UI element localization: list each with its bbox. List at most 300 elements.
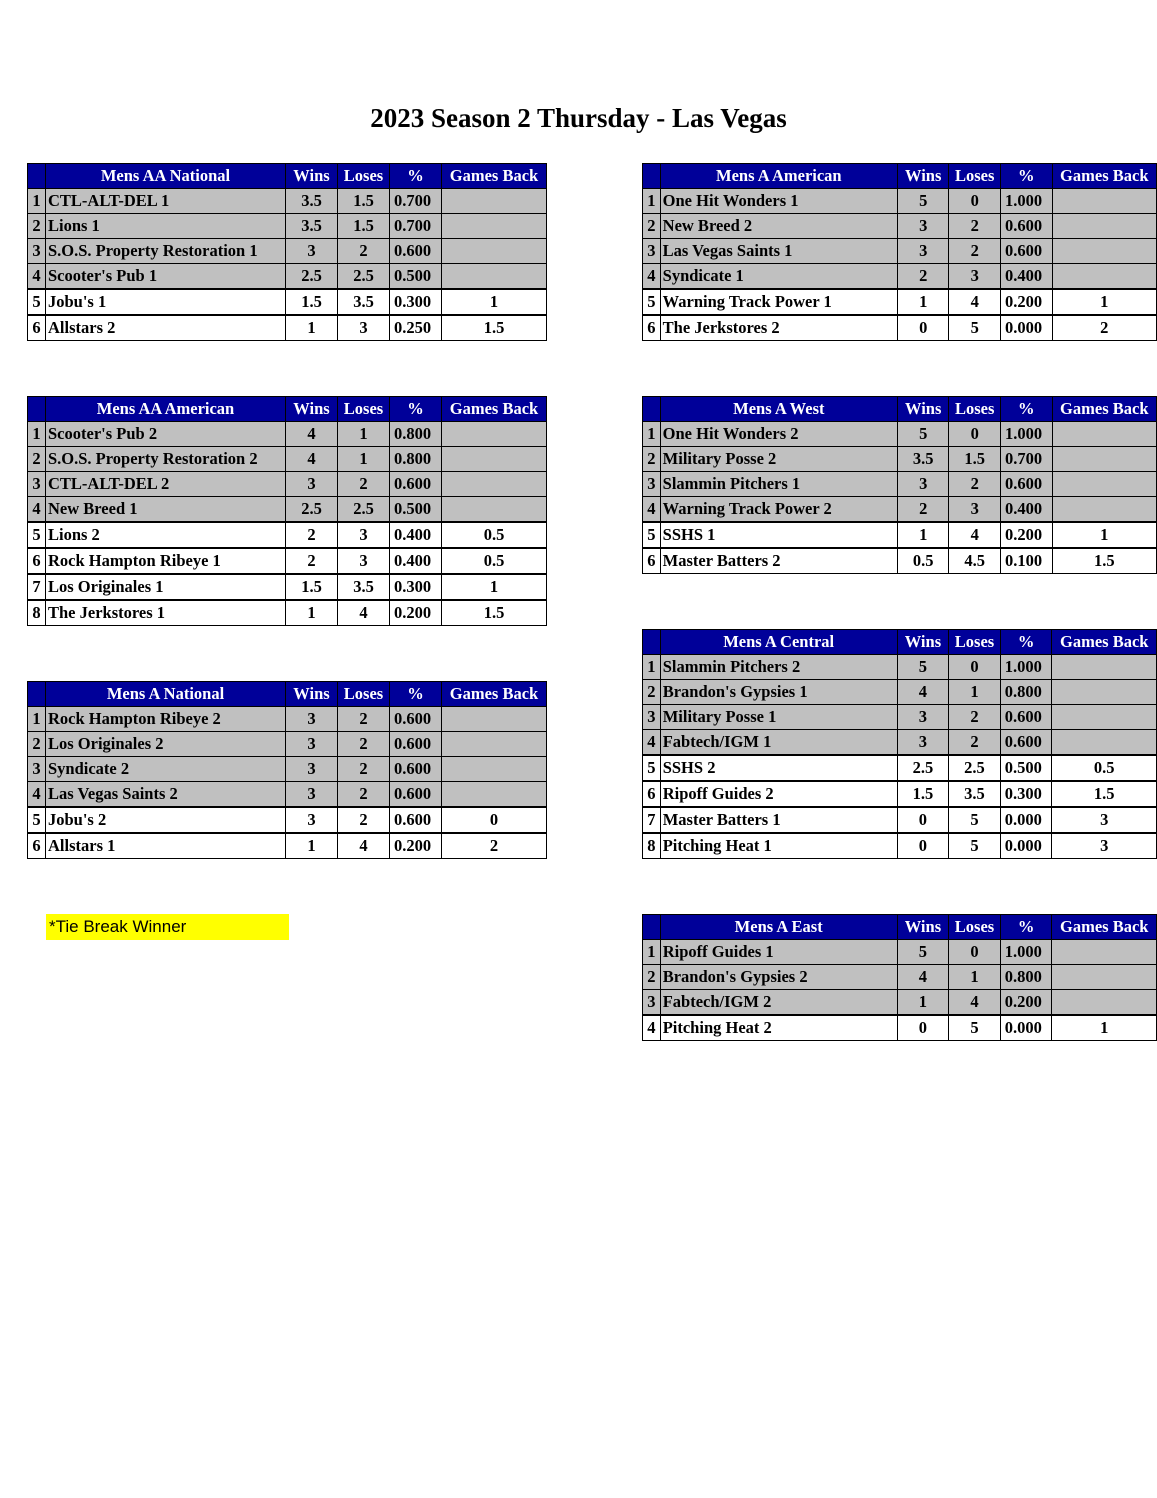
wins-cell: 4 xyxy=(897,965,949,990)
wins-cell: 3 xyxy=(897,705,949,730)
rank-cell: 5 xyxy=(28,289,46,315)
pct-header: % xyxy=(390,164,442,189)
table-row xyxy=(643,990,1157,1016)
pct-cell: 0.600 xyxy=(390,732,442,757)
division-table-mens-aa-american xyxy=(27,396,547,626)
team-name-cell: Pitching Heat 2 xyxy=(660,1015,897,1041)
games-back-cell: 1 xyxy=(1052,1015,1157,1041)
team-name-cell: Jobu's 2 xyxy=(46,807,286,833)
pct-header: % xyxy=(390,682,442,707)
wins-cell: 3 xyxy=(286,732,338,757)
table-row xyxy=(28,732,547,757)
rank-cell: 4 xyxy=(28,497,46,523)
wins-cell: 2 xyxy=(286,548,338,574)
wins-cell: 5 xyxy=(898,422,949,447)
table-row xyxy=(28,239,547,264)
loses-cell: 2 xyxy=(949,730,1001,756)
pct-cell: 0.000 xyxy=(1000,315,1052,341)
table-row xyxy=(28,548,547,574)
games-back-cell: 2 xyxy=(442,833,547,859)
team-name-cell: Warning Track Power 2 xyxy=(660,497,897,523)
team-name-cell: Jobu's 1 xyxy=(46,289,286,315)
pct-cell: 1.000 xyxy=(1000,422,1052,447)
rank-header xyxy=(643,397,661,422)
pct-cell: 0.200 xyxy=(390,600,442,626)
rank-cell: 5 xyxy=(643,522,661,548)
rank-cell: 5 xyxy=(643,289,661,315)
table-row xyxy=(28,600,547,626)
wins-cell: 0 xyxy=(897,833,949,859)
team-name-cell: Ripoff Guides 2 xyxy=(660,781,897,807)
team-name-cell: Scooter's Pub 1 xyxy=(46,264,286,290)
games-back-cell xyxy=(1052,472,1156,497)
loses-cell: 3.5 xyxy=(949,781,1001,807)
wins-cell: 1 xyxy=(898,522,949,548)
pct-cell: 0.700 xyxy=(390,189,442,214)
rank-cell: 2 xyxy=(28,214,46,239)
rank-header xyxy=(643,630,661,655)
games-back-cell: 1 xyxy=(442,574,547,600)
games-back-cell xyxy=(442,447,547,472)
rank-cell: 2 xyxy=(28,732,46,757)
wins-cell: 3 xyxy=(897,730,949,756)
rank-cell: 1 xyxy=(643,940,661,965)
team-name-cell: The Jerkstores 2 xyxy=(660,315,897,341)
division-table-mens-a-american xyxy=(642,163,1157,341)
loses-header: Loses xyxy=(338,397,390,422)
loses-cell: 2 xyxy=(338,782,390,808)
table-row xyxy=(643,730,1157,756)
games-back-cell xyxy=(1052,239,1156,264)
team-name-cell: Syndicate 2 xyxy=(46,757,286,782)
team-name-cell: Pitching Heat 1 xyxy=(660,833,897,859)
division-header-row xyxy=(643,915,1157,940)
loses-cell: 2 xyxy=(338,757,390,782)
table-row xyxy=(28,422,547,447)
loses-cell: 1 xyxy=(338,447,390,472)
wins-cell: 3 xyxy=(286,807,338,833)
team-name-cell: Los Originales 2 xyxy=(46,732,286,757)
team-name-cell: Allstars 1 xyxy=(46,833,286,859)
wins-cell: 5 xyxy=(898,189,949,214)
team-name-cell: CTL-ALT-DEL 1 xyxy=(46,189,286,214)
rank-cell: 3 xyxy=(28,472,46,497)
wins-cell: 1 xyxy=(286,600,338,626)
table-row xyxy=(643,189,1157,214)
loses-header: Loses xyxy=(338,164,390,189)
wins-cell: 1.5 xyxy=(286,289,338,315)
rank-cell: 1 xyxy=(28,189,46,214)
games-back-cell xyxy=(442,239,547,264)
loses-cell: 5 xyxy=(949,807,1001,833)
loses-cell: 1.5 xyxy=(338,214,390,239)
loses-cell: 0 xyxy=(949,189,1001,214)
pct-cell: 0.400 xyxy=(390,548,442,574)
pct-cell: 0.200 xyxy=(390,833,442,859)
wins-cell: 2.5 xyxy=(897,755,949,781)
team-name-cell: Slammin Pitchers 1 xyxy=(660,472,897,497)
table-row xyxy=(28,833,547,859)
pct-cell: 0.300 xyxy=(390,574,442,600)
table-row xyxy=(643,940,1157,965)
pct-header: % xyxy=(390,397,442,422)
division-header-row xyxy=(28,164,547,189)
games-back-cell: 1.5 xyxy=(442,600,547,626)
team-name-cell: Military Posse 2 xyxy=(660,447,897,472)
pct-cell: 0.600 xyxy=(1000,730,1052,756)
games-back-cell xyxy=(442,214,547,239)
wins-cell: 3 xyxy=(286,239,338,264)
rank-cell: 8 xyxy=(643,833,661,859)
rank-cell: 5 xyxy=(28,807,46,833)
games-back-cell xyxy=(1052,990,1157,1016)
wins-cell: 2.5 xyxy=(286,497,338,523)
games-back-cell: 1.5 xyxy=(1052,781,1157,807)
pct-cell: 0.600 xyxy=(390,472,442,497)
wins-cell: 0.5 xyxy=(898,548,949,574)
rank-cell: 3 xyxy=(643,705,661,730)
pct-cell: 0.600 xyxy=(1000,705,1052,730)
loses-cell: 0 xyxy=(949,422,1001,447)
table-row xyxy=(28,289,547,315)
team-name-cell: New Breed 1 xyxy=(46,497,286,523)
rank-cell: 7 xyxy=(643,807,661,833)
table-row xyxy=(643,833,1157,859)
rank-cell: 7 xyxy=(28,574,46,600)
rank-header xyxy=(28,682,46,707)
loses-cell: 3 xyxy=(338,548,390,574)
pct-cell: 0.400 xyxy=(390,522,442,548)
games-back-header: Games Back xyxy=(442,164,547,189)
games-back-header: Games Back xyxy=(442,682,547,707)
team-name-cell: Rock Hampton Ribeye 1 xyxy=(46,548,286,574)
wins-cell: 1 xyxy=(286,315,338,341)
loses-cell: 1 xyxy=(949,965,1001,990)
pct-cell: 0.600 xyxy=(390,239,442,264)
wins-cell: 3 xyxy=(286,782,338,808)
wins-cell: 3 xyxy=(286,707,338,732)
rank-cell: 4 xyxy=(28,264,46,290)
rank-cell: 4 xyxy=(643,497,661,523)
games-back-cell xyxy=(442,782,547,808)
rank-cell: 4 xyxy=(28,782,46,808)
wins-header: Wins xyxy=(898,397,949,422)
table-row xyxy=(643,655,1157,680)
rank-cell: 5 xyxy=(643,755,661,781)
table-row xyxy=(28,707,547,732)
team-name-cell: Scooter's Pub 2 xyxy=(46,422,286,447)
pct-cell: 0.600 xyxy=(390,707,442,732)
loses-cell: 4 xyxy=(949,990,1001,1016)
rank-cell: 6 xyxy=(28,548,46,574)
team-name-cell: S.O.S. Property Restoration 2 xyxy=(46,447,286,472)
games-back-cell xyxy=(1052,264,1156,290)
team-name-cell: SSHS 1 xyxy=(660,522,897,548)
division-table-mens-a-east xyxy=(642,914,1157,1041)
loses-cell: 3 xyxy=(338,522,390,548)
rank-cell: 3 xyxy=(643,239,661,264)
games-back-cell xyxy=(442,422,547,447)
wins-cell: 1 xyxy=(898,289,949,315)
loses-header: Loses xyxy=(949,164,1001,189)
table-row xyxy=(643,264,1157,290)
table-row xyxy=(28,214,547,239)
pct-cell: 0.800 xyxy=(1000,680,1052,705)
wins-cell: 5 xyxy=(897,940,949,965)
wins-header: Wins xyxy=(898,164,949,189)
rank-cell: 5 xyxy=(28,522,46,548)
division-name: Mens A West xyxy=(660,397,897,422)
table-row xyxy=(28,782,547,808)
games-back-cell: 0 xyxy=(442,807,547,833)
loses-cell: 2 xyxy=(338,807,390,833)
pct-header: % xyxy=(1000,630,1052,655)
wins-header: Wins xyxy=(286,164,338,189)
games-back-cell xyxy=(1052,940,1157,965)
loses-header: Loses xyxy=(949,915,1001,940)
division-table-mens-aa-national xyxy=(27,163,547,341)
wins-cell: 4 xyxy=(286,447,338,472)
wins-header: Wins xyxy=(897,915,949,940)
loses-cell: 5 xyxy=(949,315,1001,341)
games-back-cell xyxy=(1052,422,1156,447)
games-back-cell xyxy=(1052,655,1157,680)
table-row xyxy=(643,522,1157,548)
rank-cell: 6 xyxy=(643,315,661,341)
rank-cell: 3 xyxy=(643,472,661,497)
table-row xyxy=(28,497,547,523)
table-row xyxy=(28,522,547,548)
loses-cell: 5 xyxy=(949,833,1001,859)
team-name-cell: Syndicate 1 xyxy=(660,264,897,290)
pct-cell: 0.000 xyxy=(1000,807,1052,833)
rank-cell: 3 xyxy=(643,990,661,1016)
pct-cell: 0.400 xyxy=(1000,264,1052,290)
team-name-cell: Las Vegas Saints 2 xyxy=(46,782,286,808)
wins-cell: 3 xyxy=(286,757,338,782)
games-back-cell xyxy=(1052,447,1156,472)
division-table-mens-a-west xyxy=(642,396,1157,574)
tie-break-note: *Tie Break Winner xyxy=(46,914,289,940)
table-row xyxy=(28,757,547,782)
games-back-cell: 2 xyxy=(1052,315,1156,341)
division-name: Mens A Central xyxy=(660,630,897,655)
team-name-cell: Brandon's Gypsies 2 xyxy=(660,965,897,990)
table-row xyxy=(28,189,547,214)
table-row xyxy=(28,315,547,341)
rank-cell: 4 xyxy=(643,264,661,290)
loses-cell: 4 xyxy=(949,289,1001,315)
games-back-cell xyxy=(1052,965,1157,990)
wins-cell: 2 xyxy=(286,522,338,548)
games-back-header: Games Back xyxy=(1052,630,1157,655)
wins-cell: 3 xyxy=(286,472,338,497)
games-back-cell xyxy=(1052,705,1157,730)
loses-cell: 2 xyxy=(949,214,1001,239)
pct-cell: 1.000 xyxy=(1000,655,1052,680)
wins-cell: 0 xyxy=(897,807,949,833)
table-row xyxy=(643,548,1157,574)
pct-cell: 0.700 xyxy=(390,214,442,239)
pct-cell: 1.000 xyxy=(1000,940,1052,965)
loses-cell: 5 xyxy=(949,1015,1001,1041)
rank-header xyxy=(643,164,661,189)
wins-cell: 2 xyxy=(898,264,949,290)
pct-cell: 0.800 xyxy=(390,447,442,472)
rank-cell: 3 xyxy=(28,239,46,264)
rank-cell: 1 xyxy=(28,707,46,732)
wins-cell: 0 xyxy=(897,1015,949,1041)
pct-cell: 0.000 xyxy=(1000,833,1052,859)
division-name: Mens A National xyxy=(46,682,286,707)
pct-cell: 0.250 xyxy=(390,315,442,341)
loses-cell: 2.5 xyxy=(949,755,1001,781)
pct-cell: 0.600 xyxy=(1000,239,1052,264)
pct-header: % xyxy=(1000,397,1052,422)
wins-cell: 2 xyxy=(898,497,949,523)
rank-cell: 3 xyxy=(28,757,46,782)
rank-header xyxy=(28,397,46,422)
loses-cell: 1.5 xyxy=(949,447,1001,472)
team-name-cell: One Hit Wonders 2 xyxy=(660,422,897,447)
division-header-row xyxy=(643,397,1157,422)
games-back-cell xyxy=(1052,680,1157,705)
team-name-cell: Master Batters 1 xyxy=(660,807,897,833)
table-row xyxy=(643,289,1157,315)
pct-cell: 0.300 xyxy=(390,289,442,315)
rank-cell: 1 xyxy=(643,422,661,447)
loses-cell: 1 xyxy=(949,680,1001,705)
table-row xyxy=(643,239,1157,264)
rank-cell: 1 xyxy=(643,655,661,680)
pct-cell: 0.800 xyxy=(1000,965,1052,990)
team-name-cell: Slammin Pitchers 2 xyxy=(660,655,897,680)
team-name-cell: The Jerkstores 1 xyxy=(46,600,286,626)
table-row xyxy=(643,965,1157,990)
pct-cell: 0.600 xyxy=(390,782,442,808)
loses-cell: 3 xyxy=(949,264,1001,290)
games-back-header: Games Back xyxy=(1052,915,1157,940)
team-name-cell: Allstars 2 xyxy=(46,315,286,341)
games-back-header: Games Back xyxy=(442,397,547,422)
loses-cell: 3.5 xyxy=(338,289,390,315)
loses-cell: 1.5 xyxy=(338,189,390,214)
games-back-cell: 3 xyxy=(1052,833,1157,859)
division-name: Mens A East xyxy=(660,915,897,940)
loses-cell: 0 xyxy=(949,655,1001,680)
table-row xyxy=(643,422,1157,447)
wins-cell: 1.5 xyxy=(286,574,338,600)
division-header-row xyxy=(28,682,547,707)
games-back-cell xyxy=(442,472,547,497)
rank-cell: 2 xyxy=(643,965,661,990)
games-back-header: Games Back xyxy=(1052,397,1156,422)
games-back-header: Games Back xyxy=(1052,164,1156,189)
rank-header xyxy=(643,915,661,940)
wins-header: Wins xyxy=(286,397,338,422)
team-name-cell: S.O.S. Property Restoration 1 xyxy=(46,239,286,264)
wins-cell: 2.5 xyxy=(286,264,338,290)
wins-cell: 5 xyxy=(897,655,949,680)
loses-cell: 4.5 xyxy=(949,548,1001,574)
team-name-cell: Fabtech/IGM 2 xyxy=(660,990,897,1016)
team-name-cell: SSHS 2 xyxy=(660,755,897,781)
team-name-cell: Lions 1 xyxy=(46,214,286,239)
page-title: 2023 Season 2 Thursday - Las Vegas xyxy=(370,103,787,133)
games-back-cell: 1 xyxy=(1052,522,1156,548)
pct-cell: 0.500 xyxy=(390,497,442,523)
loses-cell: 0 xyxy=(949,940,1001,965)
loses-header: Loses xyxy=(949,630,1001,655)
pct-cell: 0.200 xyxy=(1000,522,1052,548)
table-row xyxy=(28,447,547,472)
pct-cell: 0.600 xyxy=(390,807,442,833)
wins-header: Wins xyxy=(897,630,949,655)
table-row xyxy=(643,497,1157,523)
rank-cell: 6 xyxy=(643,781,661,807)
games-back-cell xyxy=(442,497,547,523)
table-row xyxy=(28,574,547,600)
wins-cell: 3.5 xyxy=(286,189,338,214)
pct-cell: 0.100 xyxy=(1000,548,1052,574)
rank-cell: 8 xyxy=(28,600,46,626)
table-row xyxy=(643,472,1157,497)
pct-cell: 0.200 xyxy=(1000,289,1052,315)
loses-header: Loses xyxy=(338,682,390,707)
wins-cell: 4 xyxy=(897,680,949,705)
games-back-cell: 1.5 xyxy=(1052,548,1156,574)
pct-cell: 0.800 xyxy=(390,422,442,447)
games-back-cell xyxy=(442,264,547,290)
division-header-row xyxy=(28,397,547,422)
loses-cell: 4 xyxy=(949,522,1001,548)
wins-cell: 1.5 xyxy=(897,781,949,807)
loses-cell: 2 xyxy=(338,472,390,497)
rank-header xyxy=(28,164,46,189)
team-name-cell: Ripoff Guides 1 xyxy=(660,940,897,965)
games-back-cell: 3 xyxy=(1052,807,1157,833)
games-back-cell: 0.5 xyxy=(1052,755,1157,781)
wins-cell: 3 xyxy=(898,472,949,497)
rank-cell: 1 xyxy=(643,189,661,214)
games-back-cell xyxy=(442,757,547,782)
wins-cell: 1 xyxy=(286,833,338,859)
team-name-cell: Military Posse 1 xyxy=(660,705,897,730)
team-name-cell: One Hit Wonders 1 xyxy=(660,189,897,214)
loses-cell: 3.5 xyxy=(338,574,390,600)
loses-cell: 4 xyxy=(338,833,390,859)
games-back-cell xyxy=(442,732,547,757)
pct-cell: 0.400 xyxy=(1000,497,1052,523)
team-name-cell: Los Originales 1 xyxy=(46,574,286,600)
division-table-mens-a-national xyxy=(27,681,547,859)
wins-cell: 3.5 xyxy=(286,214,338,239)
table-row xyxy=(28,472,547,497)
pct-cell: 1.000 xyxy=(1000,189,1052,214)
pct-cell: 0.600 xyxy=(1000,472,1052,497)
rank-cell: 2 xyxy=(643,680,661,705)
games-back-cell: 1 xyxy=(442,289,547,315)
team-name-cell: CTL-ALT-DEL 2 xyxy=(46,472,286,497)
division-name: Mens AA American xyxy=(46,397,286,422)
rank-cell: 4 xyxy=(643,1015,661,1041)
loses-cell: 2 xyxy=(949,705,1001,730)
loses-cell: 4 xyxy=(338,600,390,626)
table-row xyxy=(643,1015,1157,1041)
table-row xyxy=(643,315,1157,341)
rank-cell: 2 xyxy=(643,447,661,472)
pct-cell: 0.500 xyxy=(390,264,442,290)
